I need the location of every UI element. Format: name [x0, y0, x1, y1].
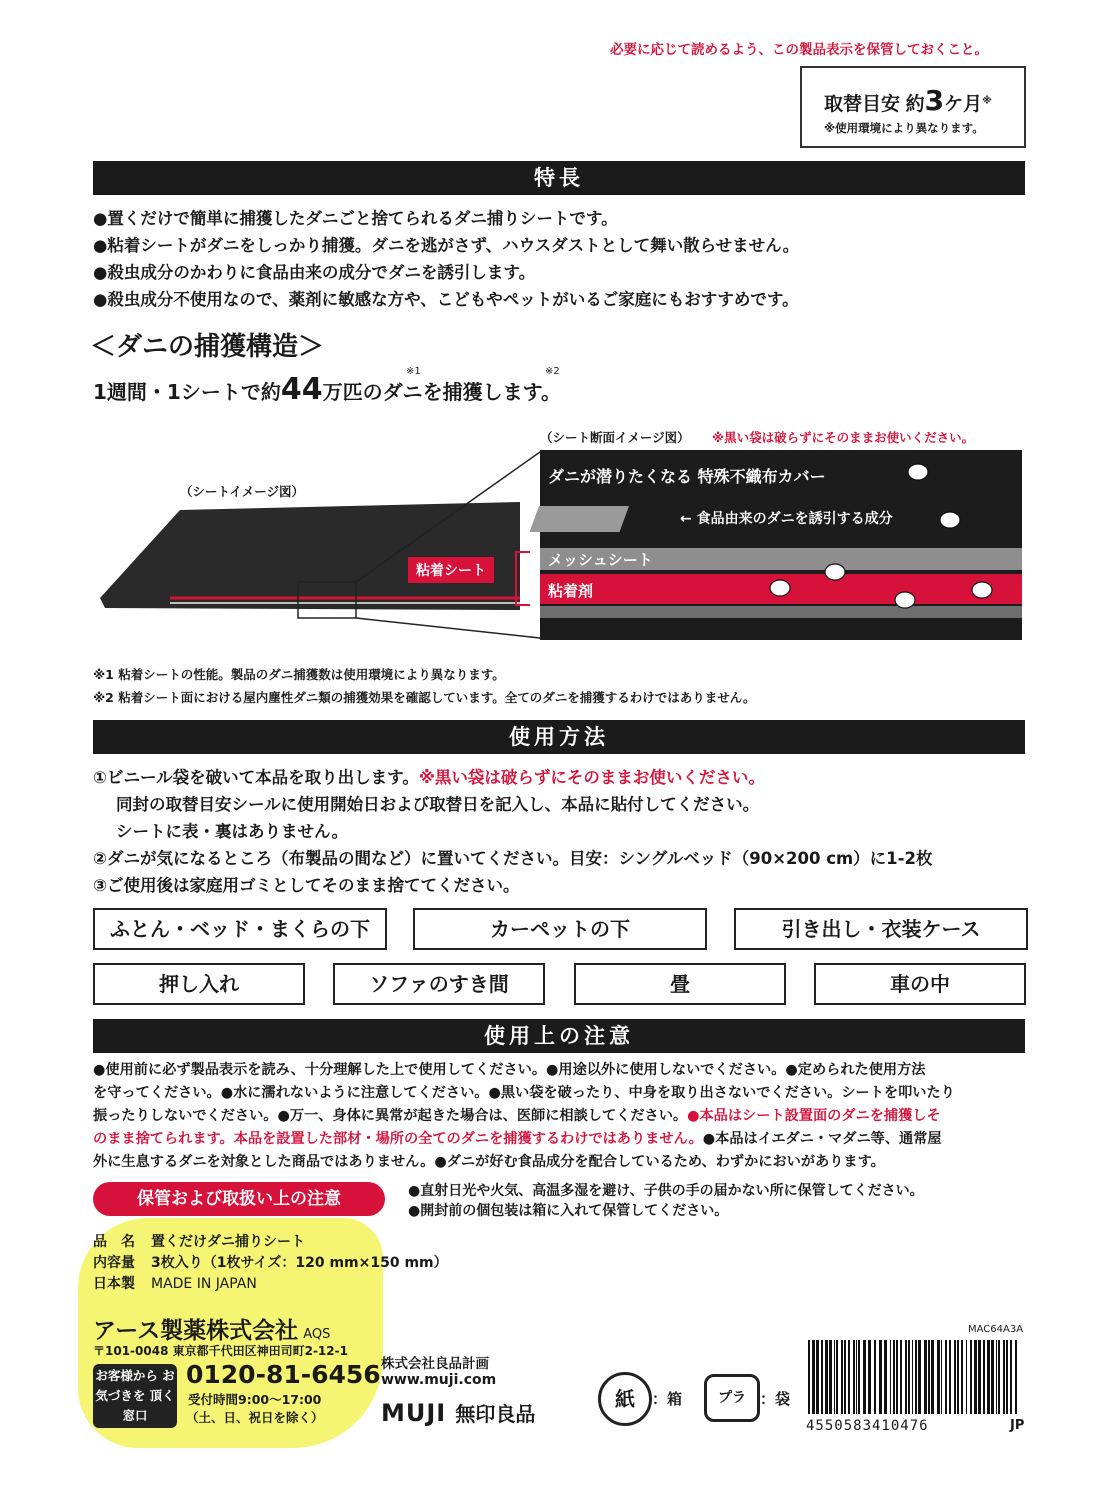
footnote-mark-2: ※2 — [545, 366, 560, 377]
barcode-bar — [961, 1340, 963, 1414]
storage-title: 保管および取扱い上の注意 — [93, 1182, 385, 1216]
barcode-bar — [829, 1340, 832, 1414]
feature-item: ●殺虫成分のかわりに食品由来の成分でダニを誘引します。 — [93, 263, 536, 282]
structure-heading: ＜ダニの捕獲構造＞ — [90, 332, 325, 362]
contact-label: お客様から お気づきを 頂く窓口 — [93, 1364, 177, 1428]
layer-cover-label: ダニが潜りたくなる 特殊不織布カバー — [548, 467, 826, 486]
storage-item: ●直射日光や火気、高温多湿を避け、子供の手の届かない所に保管してください。 — [408, 1183, 924, 1199]
usage-step-3: ③ご使用後は家庭用ゴミとしてそのまま捨ててください。 — [93, 876, 520, 895]
product-qty-label: 内容量 — [93, 1255, 135, 1271]
barcode-bar — [816, 1340, 819, 1414]
barcode-bar — [879, 1340, 882, 1414]
barcode-bar — [957, 1340, 959, 1414]
barcode-bar — [890, 1340, 891, 1414]
caution-line: ●使用前に必ず製品表示を読み、十分理解した上で使用してください。●用途以外に使用しないでください。●定められた使用方法 — [93, 1062, 926, 1078]
replace-number: 3 — [924, 84, 945, 117]
barcode-bar — [836, 1340, 838, 1414]
barcode-bar — [908, 1340, 910, 1414]
plastic-recycle-text: プラ — [718, 1390, 746, 1406]
caution-line: を守ってください。●水に濡れないように注意してください。●黒い袋を破ったり、中身を取り出さないでください。シートを叩いたり — [93, 1085, 955, 1101]
caution-line: 外に生息するダニを対象とした商品ではありません。●ダニが好む食品成分を配合しているため、わずかにおいがあります。 — [93, 1154, 885, 1170]
barcode-bar — [918, 1340, 921, 1414]
lower-layer — [540, 606, 1022, 618]
paper-recycle-text: 紙 — [615, 1387, 635, 1411]
usage-title: 使用方法 — [93, 720, 1025, 754]
barcode-bar — [1010, 1340, 1012, 1414]
muji-logo-jp: 無印良品 — [455, 1402, 536, 1426]
zoom-line — [356, 618, 540, 638]
barcode-bar — [896, 1340, 898, 1414]
structure-warning: ※黒い袋は破らずにそのままお使いください。 — [712, 430, 975, 445]
barcode-bar — [996, 1340, 997, 1414]
barcode-bar — [858, 1340, 860, 1414]
barcode-bar — [954, 1340, 956, 1414]
replace-unit: ケ月 — [944, 93, 983, 115]
replace-label: 取替目安 — [824, 93, 901, 115]
company-name — [93, 1312, 330, 1345]
layer-bait-label: ← 食品由来のダニを誘引する成分 — [680, 511, 893, 527]
caution-line — [93, 1105, 1033, 1128]
barcode-bar — [856, 1340, 857, 1414]
place-carpet: カーペットの下 — [413, 908, 707, 950]
place-sofa: ソファのすき間 — [333, 963, 545, 1005]
footnote-1: ※1 粘着シートの性能。製品のダニ捕獲数は使用環境により異なります。 — [93, 667, 505, 682]
barcode-bar — [945, 1340, 947, 1414]
barcode-bar — [937, 1340, 940, 1414]
barcode-bar — [924, 1340, 927, 1414]
usage-step-1-detail: 同封の取替目安シールに使用開始日および取替日を記入し、本品に貼付してください。 — [116, 795, 760, 814]
feature-item: ●粘着シートがダニをしっかり捕獲。ダニを逃がさず、ハウスダストとして舞い散らせません。 — [93, 236, 800, 255]
barcode — [806, 1340, 1020, 1416]
barcode-bar — [983, 1340, 985, 1414]
product-name: 置くだけダニ捕りシート — [151, 1234, 305, 1250]
caution-line-part: 振ったりしないでください。●万一、身体に異常が起きた場合は、医師に相談してください。 — [93, 1108, 688, 1124]
barcode-bar — [841, 1340, 843, 1414]
place-futon: ふとん・ベッド・まくらの下 — [93, 908, 387, 950]
barcode-bar — [868, 1340, 871, 1414]
barcode-bar — [941, 1340, 942, 1414]
mac-code: MAC64A3A — [968, 1324, 1024, 1335]
barcode-bar — [863, 1340, 866, 1414]
sheet-shape — [100, 502, 520, 610]
features-title: 特長 — [93, 161, 1025, 195]
feature-item: ●置くだけで簡単に捕獲したダニごと捨てられるダニ捕りシートです。 — [93, 209, 618, 228]
barcode-bar — [825, 1340, 828, 1414]
caution-title: 使用上の注意 — [93, 1019, 1025, 1053]
contact-hours: 受付時間9:00～17:00 — [188, 1392, 322, 1407]
replace-box — [800, 66, 1026, 148]
company-address: 〒101-0048 東京都千代田区神田司町2-12-1 — [93, 1344, 348, 1358]
muji-logo-latin: MUJI — [381, 1399, 447, 1427]
bait-pad — [530, 506, 629, 532]
barcode-bar — [874, 1340, 876, 1414]
usage-step-2: ②ダニが気になるところ（布製品の間など）に置いてください。目安：シングルベッド（90×200 cm）に1-2枚 — [93, 849, 933, 868]
caution-line-red: のまま捨てられます。本品を設置した部材・場所の全てのダニを捕獲するわけではありません。 — [93, 1131, 703, 1147]
usage-step-1-note: シートに表・裏はありません。 — [116, 822, 348, 841]
usage-step-1-text: ①ビニール袋を破いて本品を取り出します。 — [93, 768, 419, 787]
seller-name: 株式会社良品計画 — [381, 1356, 489, 1372]
storage-item: ●開封前の個包装は箱に入れて保管してください。 — [408, 1203, 729, 1219]
barcode-bar — [915, 1340, 917, 1414]
replace-mark: ※ — [982, 95, 992, 107]
layer-adhesive-label: 粘着剤 — [548, 582, 594, 600]
barcode-bar — [949, 1340, 951, 1414]
paper-recycle-icon — [598, 1372, 652, 1426]
contact-hours-note: （土、日、祝日を除く） — [186, 1410, 324, 1425]
footnote-mark-1: ※1 — [406, 366, 421, 377]
barcode-bar — [987, 1340, 990, 1414]
capture-claim — [93, 372, 561, 407]
paper-recycle-label: ：箱 — [652, 1390, 683, 1408]
product-qty: 3枚入り（1枚サイズ：120 mm×150 mm） — [151, 1255, 448, 1271]
barcode-bar — [834, 1340, 835, 1414]
barcode-bar — [900, 1340, 902, 1414]
barcode-bar — [884, 1340, 887, 1414]
product-origin-label: 日本製 — [93, 1276, 135, 1292]
barcode-bar — [966, 1340, 967, 1414]
seller-url[interactable]: www.muji.com — [381, 1372, 497, 1388]
plastic-recycle-label: ：袋 — [760, 1390, 791, 1408]
barcode-bar — [844, 1340, 846, 1414]
barcode-bar — [974, 1340, 977, 1414]
company-abbr: AQS — [303, 1327, 331, 1342]
product-name-label: 品 名 — [93, 1234, 135, 1250]
usage-step-1-warning: ※黒い袋は破らずにそのままお使いください。 — [418, 768, 765, 787]
sticky-sheet-label: 粘着シート — [408, 557, 494, 583]
product-origin: MADE IN JAPAN — [151, 1276, 257, 1292]
sheet-caption: （シートイメージ図） — [180, 484, 305, 499]
barcode-bar — [1006, 1340, 1008, 1414]
replace-note: ※使用環境により異なります。 — [824, 121, 984, 135]
footnote-2: ※2 粘着シート面における屋内塵性ダニ類の捕獲効果を確認しています。全てのダニを捕獲するわけではありません。 — [93, 690, 756, 705]
caution-line-red: ●本品はシート設置面のダニを捕獲しそ — [687, 1108, 941, 1124]
barcode-bar — [1003, 1340, 1005, 1414]
keep-notice: 必要に応じて読めるよう、この製品表示を保管しておくこと。 — [610, 42, 988, 58]
plastic-recycle-icon — [704, 1374, 760, 1422]
barcode-bar — [931, 1340, 934, 1414]
barcode-bar — [848, 1340, 850, 1414]
claim-text-1: 1週間・1シートで約 — [93, 380, 281, 404]
barcode-bar — [991, 1340, 994, 1414]
barcode-bar — [928, 1340, 930, 1414]
barcode-bar — [893, 1340, 895, 1414]
caution-text — [93, 1059, 1033, 1174]
barcode-bar — [970, 1340, 972, 1414]
replace-prefix: 約 — [905, 93, 925, 115]
place-closet: 押し入れ — [93, 963, 305, 1005]
company-name-text: アース製薬株式会社 — [93, 1318, 299, 1344]
caution-line-part: ●本品はイエダニ・マダニ等、通常屋 — [702, 1131, 942, 1147]
caution-line — [93, 1128, 1033, 1151]
product-info — [93, 1232, 448, 1295]
section-caption: （シート断面イメージ図） — [540, 430, 690, 445]
barcode-bar — [905, 1340, 907, 1414]
barcode-bar — [821, 1340, 823, 1414]
barcode-bar — [812, 1340, 815, 1414]
layer-mesh-label: メッシュシート — [548, 551, 653, 569]
claim-text-3: のダニを捕獲 — [362, 380, 483, 404]
country-code: JP — [1010, 1418, 1025, 1433]
muji-logo — [381, 1398, 535, 1427]
place-car: 車の中 — [814, 963, 1026, 1005]
barcode-bar — [853, 1340, 855, 1414]
contact-phone[interactable]: 0120-81-6456 — [186, 1360, 381, 1389]
barcode-bar — [912, 1340, 913, 1414]
usage-step-1 — [93, 764, 765, 788]
claim-text-2: 万匹 — [322, 380, 363, 404]
feature-item: ●殺虫成分不使用なので、薬剤に敏感な方や、こどもやペットがいるご家庭にもおすすめです。 — [93, 290, 799, 309]
barcode-bar — [978, 1340, 981, 1414]
place-drawer: 引き出し・衣装ケース — [734, 908, 1028, 950]
claim-number: 44 — [280, 372, 323, 407]
barcode-bar — [808, 1340, 810, 1414]
barcode-bar — [998, 1340, 1000, 1414]
place-tatami: 畳 — [574, 963, 786, 1005]
barcode-bar — [1015, 1340, 1017, 1414]
barcode-number: 4550583410476 — [806, 1418, 929, 1434]
claim-text-4: します。 — [482, 380, 561, 404]
